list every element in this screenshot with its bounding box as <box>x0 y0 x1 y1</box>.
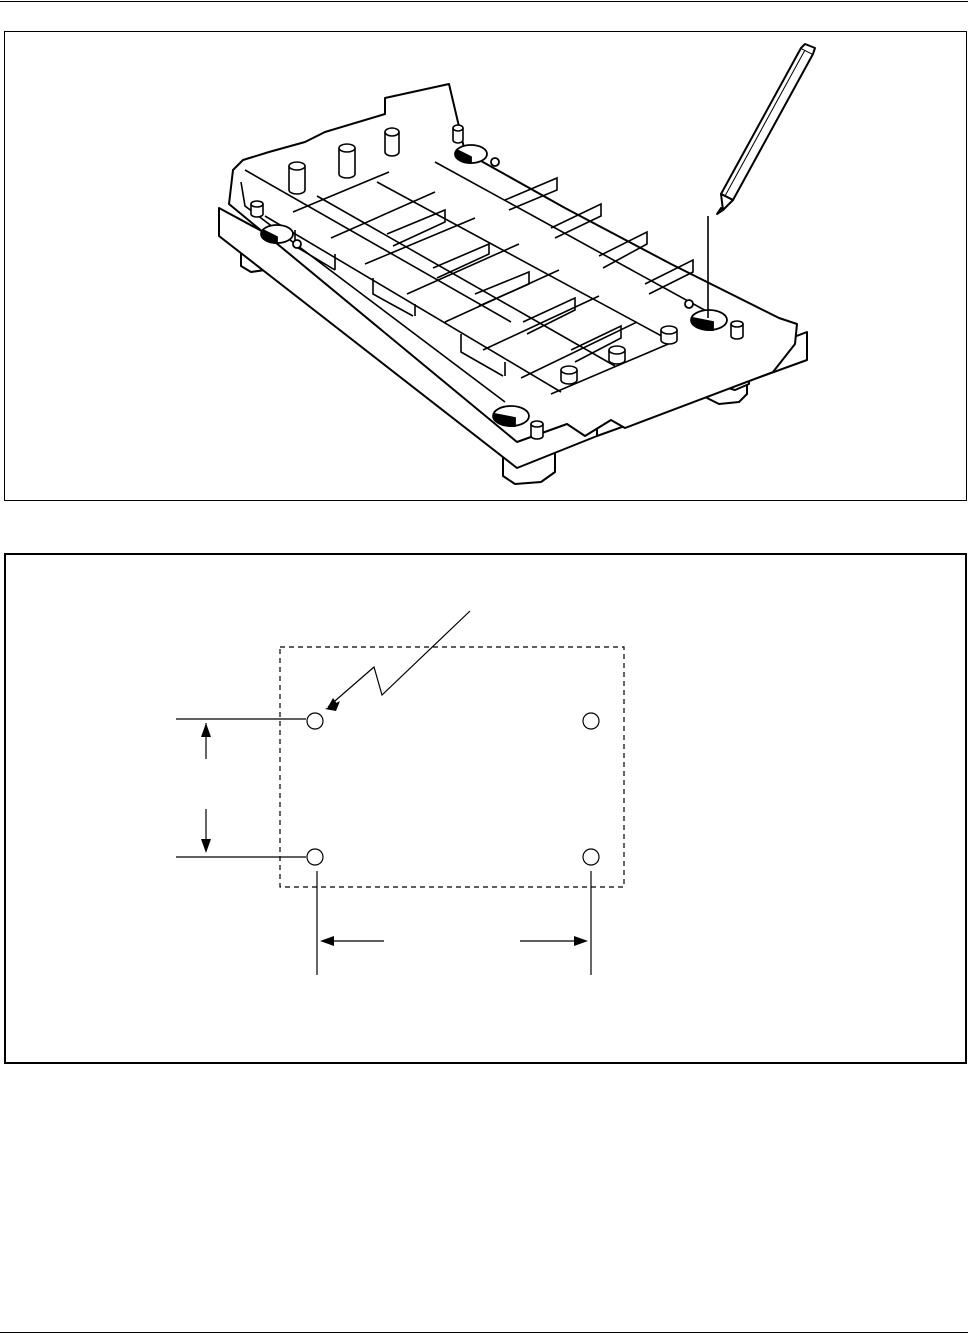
arrowhead <box>320 936 334 946</box>
arrowhead <box>574 936 588 946</box>
illustration-panel <box>4 31 967 501</box>
header-rule <box>0 1 968 2</box>
arrowhead <box>201 839 211 853</box>
template-panel <box>4 553 967 1064</box>
pencil <box>717 44 815 214</box>
base-top-surface <box>229 84 797 442</box>
arrowhead <box>201 723 211 737</box>
mounting-base-illustration <box>5 32 966 500</box>
callout-leader <box>328 611 470 707</box>
template-hole <box>583 713 599 729</box>
template-outline <box>280 647 624 887</box>
template-hole <box>307 713 323 729</box>
hole-template-diagram <box>6 555 965 1062</box>
template-hole <box>583 849 599 865</box>
footer-rule <box>0 1332 968 1333</box>
template-hole <box>307 849 323 865</box>
